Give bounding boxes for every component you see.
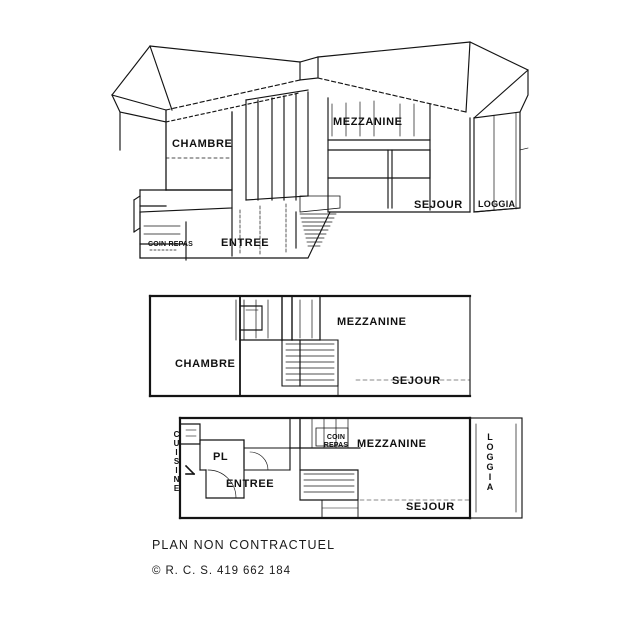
plan-legal-notice: © R. C. S. 419 662 184 bbox=[152, 565, 291, 577]
label-entree-lower: ENTREE bbox=[226, 478, 275, 490]
label-sejour-perspective: SEJOUR bbox=[414, 199, 463, 211]
plan-disclaimer: PLAN NON CONTRACTUEL bbox=[152, 538, 336, 552]
label-sejour-upper: SEJOUR bbox=[392, 375, 441, 387]
label-coin-repas-lower: COIN REPAS bbox=[323, 434, 349, 450]
label-chambre-perspective: CHAMBRE bbox=[172, 138, 233, 150]
label-chambre-upper: CHAMBRE bbox=[175, 358, 236, 370]
label-coin-repas-perspective: COIN REPAS bbox=[148, 241, 194, 248]
label-mezzanine-perspective: MEZZANINE bbox=[333, 116, 403, 128]
label-cuisine-lower: CUISINE bbox=[172, 430, 181, 493]
label-loggia-lower: LOGGIA bbox=[485, 432, 495, 492]
label-entree-perspective: ENTREE bbox=[221, 237, 270, 249]
label-loggia-perspective: LOGGIA bbox=[478, 199, 516, 209]
label-mezzanine-upper: MEZZANINE bbox=[337, 316, 407, 328]
label-sejour-lower: SEJOUR bbox=[406, 501, 455, 513]
label-pl-lower: PL bbox=[213, 451, 229, 463]
label-mezzanine-lower: MEZZANINE bbox=[357, 438, 427, 450]
